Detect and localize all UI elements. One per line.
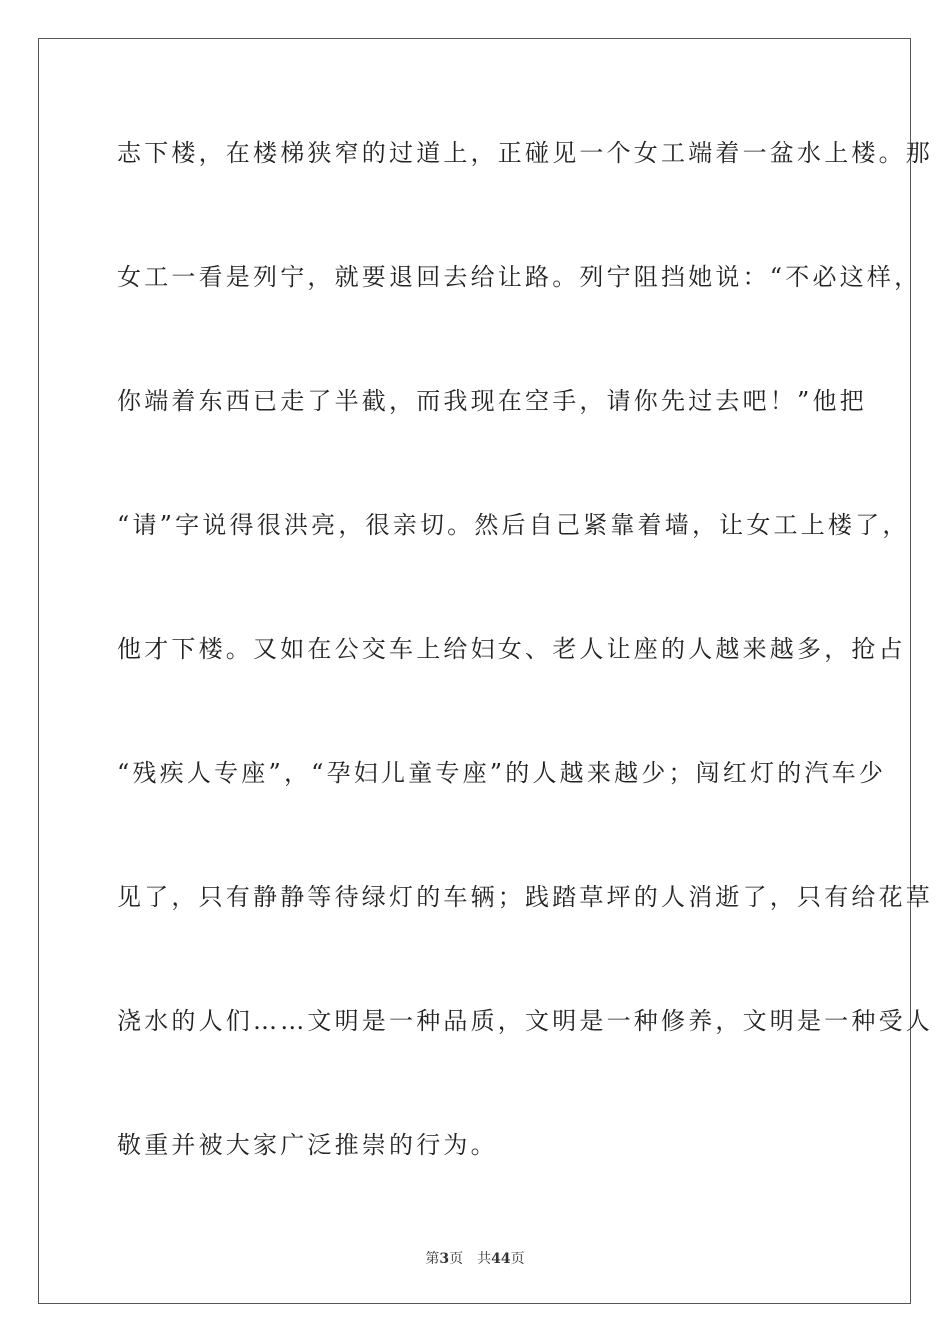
page-prefix: 第 <box>425 1251 440 1267</box>
text-line-1: 志下楼，在楼梯狭窄的过道上，正碰见一个女工端着一盆水上楼。那 <box>117 139 933 167</box>
total-pages: 44 <box>491 1251 511 1267</box>
text-line-3: 你端着东西已走了半截，而我现在空手，请你先过去吧！”他把 <box>117 387 867 415</box>
total-prefix: 共 <box>477 1251 492 1267</box>
text-line-9: 敬重并被大家广泛推崇的行为。 <box>117 1131 498 1159</box>
text-line-2: 女工一看是列宁，就要退回去给让路。列宁阻挡她说：“不必这样， <box>117 263 922 291</box>
total-suffix: 页 <box>510 1251 525 1267</box>
text-line-6: “残疾人专座”，“孕妇儿童专座”的人越来越少；闯红灯的汽车少 <box>117 759 887 787</box>
page-suffix: 页 <box>449 1251 464 1267</box>
text-line-8: 浇水的人们……文明是一种品质，文明是一种修养，文明是一种受人 <box>117 1007 933 1035</box>
document-body <box>117 128 933 1244</box>
page-number: 3 <box>439 1251 450 1267</box>
page-footer <box>0 1248 950 1268</box>
text-line-7: 见了，只有静静等待绿灯的车辆；践踏草坪的人消逝了，只有给花草 <box>117 883 933 911</box>
text-line-5: 他才下楼。又如在公交车上给妇女、老人让座的人越来越多，抢占 <box>117 635 906 663</box>
text-line-4: “请”字说得很洪亮，很亲切。然后自己紧靠着墙，让女工上楼了， <box>117 511 910 539</box>
